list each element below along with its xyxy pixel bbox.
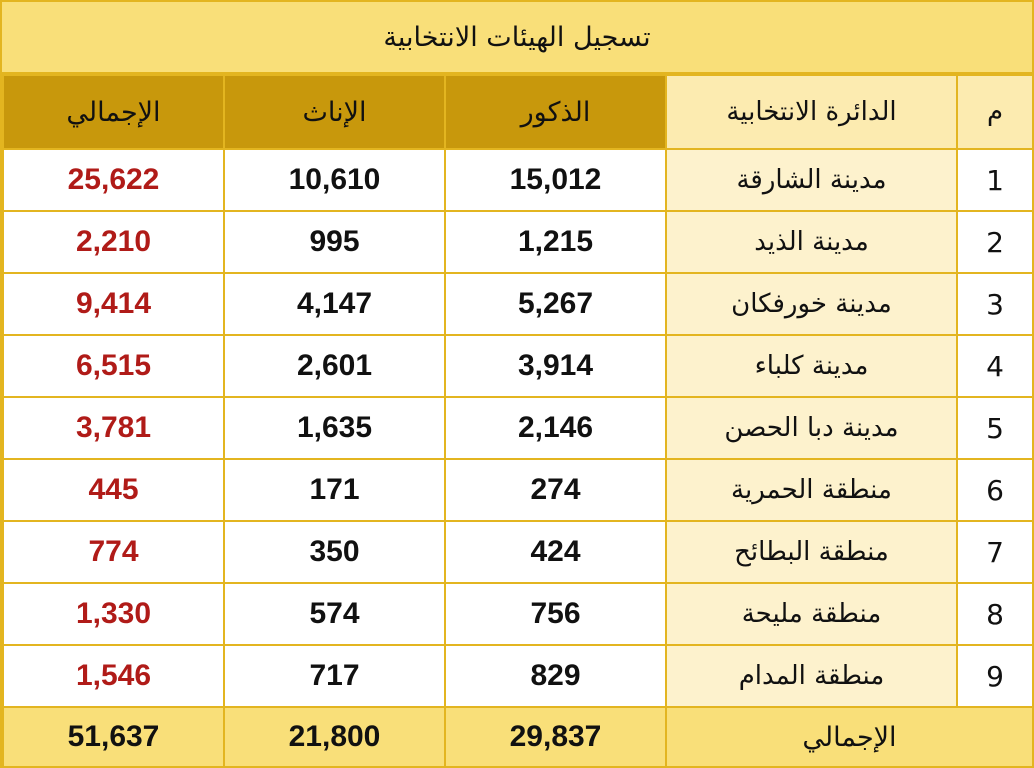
table-row bbox=[3, 149, 1033, 211]
table-row bbox=[3, 645, 1033, 707]
row-district: مدينة دبا الحصن bbox=[666, 397, 957, 459]
row-number: 6 bbox=[957, 459, 1033, 521]
row-total: 25,622 bbox=[3, 149, 224, 211]
row-female: 4,147 bbox=[224, 273, 445, 335]
row-district: مدينة خورفكان bbox=[666, 273, 957, 335]
row-male: 756 bbox=[445, 583, 666, 645]
row-total: 2,210 bbox=[3, 211, 224, 273]
table-row bbox=[3, 211, 1033, 273]
row-number: 1 bbox=[957, 149, 1033, 211]
row-number: 7 bbox=[957, 521, 1033, 583]
totals-male: 29,837 bbox=[445, 707, 666, 767]
row-number: 8 bbox=[957, 583, 1033, 645]
row-male: 2,146 bbox=[445, 397, 666, 459]
row-number: 2 bbox=[957, 211, 1033, 273]
row-district: منطقة الحمرية bbox=[666, 459, 957, 521]
row-district: منطقة المدام bbox=[666, 645, 957, 707]
header-female: الإناث bbox=[224, 75, 445, 149]
row-male: 424 bbox=[445, 521, 666, 583]
row-district: مدينة الشارقة bbox=[666, 149, 957, 211]
row-district: مدينة الذيد bbox=[666, 211, 957, 273]
registration-table bbox=[2, 74, 1034, 768]
table-title: تسجيل الهيئات الانتخابية bbox=[2, 2, 1032, 74]
row-male: 5,267 bbox=[445, 273, 666, 335]
table-row bbox=[3, 273, 1033, 335]
row-number: 9 bbox=[957, 645, 1033, 707]
row-male: 3,914 bbox=[445, 335, 666, 397]
row-female: 717 bbox=[224, 645, 445, 707]
row-total: 774 bbox=[3, 521, 224, 583]
header-male: الذكور bbox=[445, 75, 666, 149]
row-male: 274 bbox=[445, 459, 666, 521]
header-total: الإجمالي bbox=[3, 75, 224, 149]
totals-label: الإجمالي bbox=[666, 707, 1033, 767]
totals-female: 21,800 bbox=[224, 707, 445, 767]
header-number: م bbox=[957, 75, 1033, 149]
row-total: 445 bbox=[3, 459, 224, 521]
row-male: 1,215 bbox=[445, 211, 666, 273]
row-district: منطقة مليحة bbox=[666, 583, 957, 645]
table-row bbox=[3, 335, 1033, 397]
row-total: 9,414 bbox=[3, 273, 224, 335]
table-row bbox=[3, 397, 1033, 459]
row-female: 10,610 bbox=[224, 149, 445, 211]
row-female: 995 bbox=[224, 211, 445, 273]
totals-total: 51,637 bbox=[3, 707, 224, 767]
row-male: 829 bbox=[445, 645, 666, 707]
table-row bbox=[3, 459, 1033, 521]
row-total: 6,515 bbox=[3, 335, 224, 397]
table-row bbox=[3, 583, 1033, 645]
row-district: منطقة البطائح bbox=[666, 521, 957, 583]
table-row bbox=[3, 521, 1033, 583]
row-female: 1,635 bbox=[224, 397, 445, 459]
row-total: 3,781 bbox=[3, 397, 224, 459]
row-female: 171 bbox=[224, 459, 445, 521]
row-total: 1,330 bbox=[3, 583, 224, 645]
row-number: 3 bbox=[957, 273, 1033, 335]
header-row bbox=[3, 75, 1033, 149]
row-number: 5 bbox=[957, 397, 1033, 459]
row-male: 15,012 bbox=[445, 149, 666, 211]
row-female: 2,601 bbox=[224, 335, 445, 397]
row-district: مدينة كلباء bbox=[666, 335, 957, 397]
totals-row bbox=[3, 707, 1033, 767]
row-female: 350 bbox=[224, 521, 445, 583]
row-number: 4 bbox=[957, 335, 1033, 397]
header-district: الدائرة الانتخابية bbox=[666, 75, 957, 149]
row-total: 1,546 bbox=[3, 645, 224, 707]
row-female: 574 bbox=[224, 583, 445, 645]
